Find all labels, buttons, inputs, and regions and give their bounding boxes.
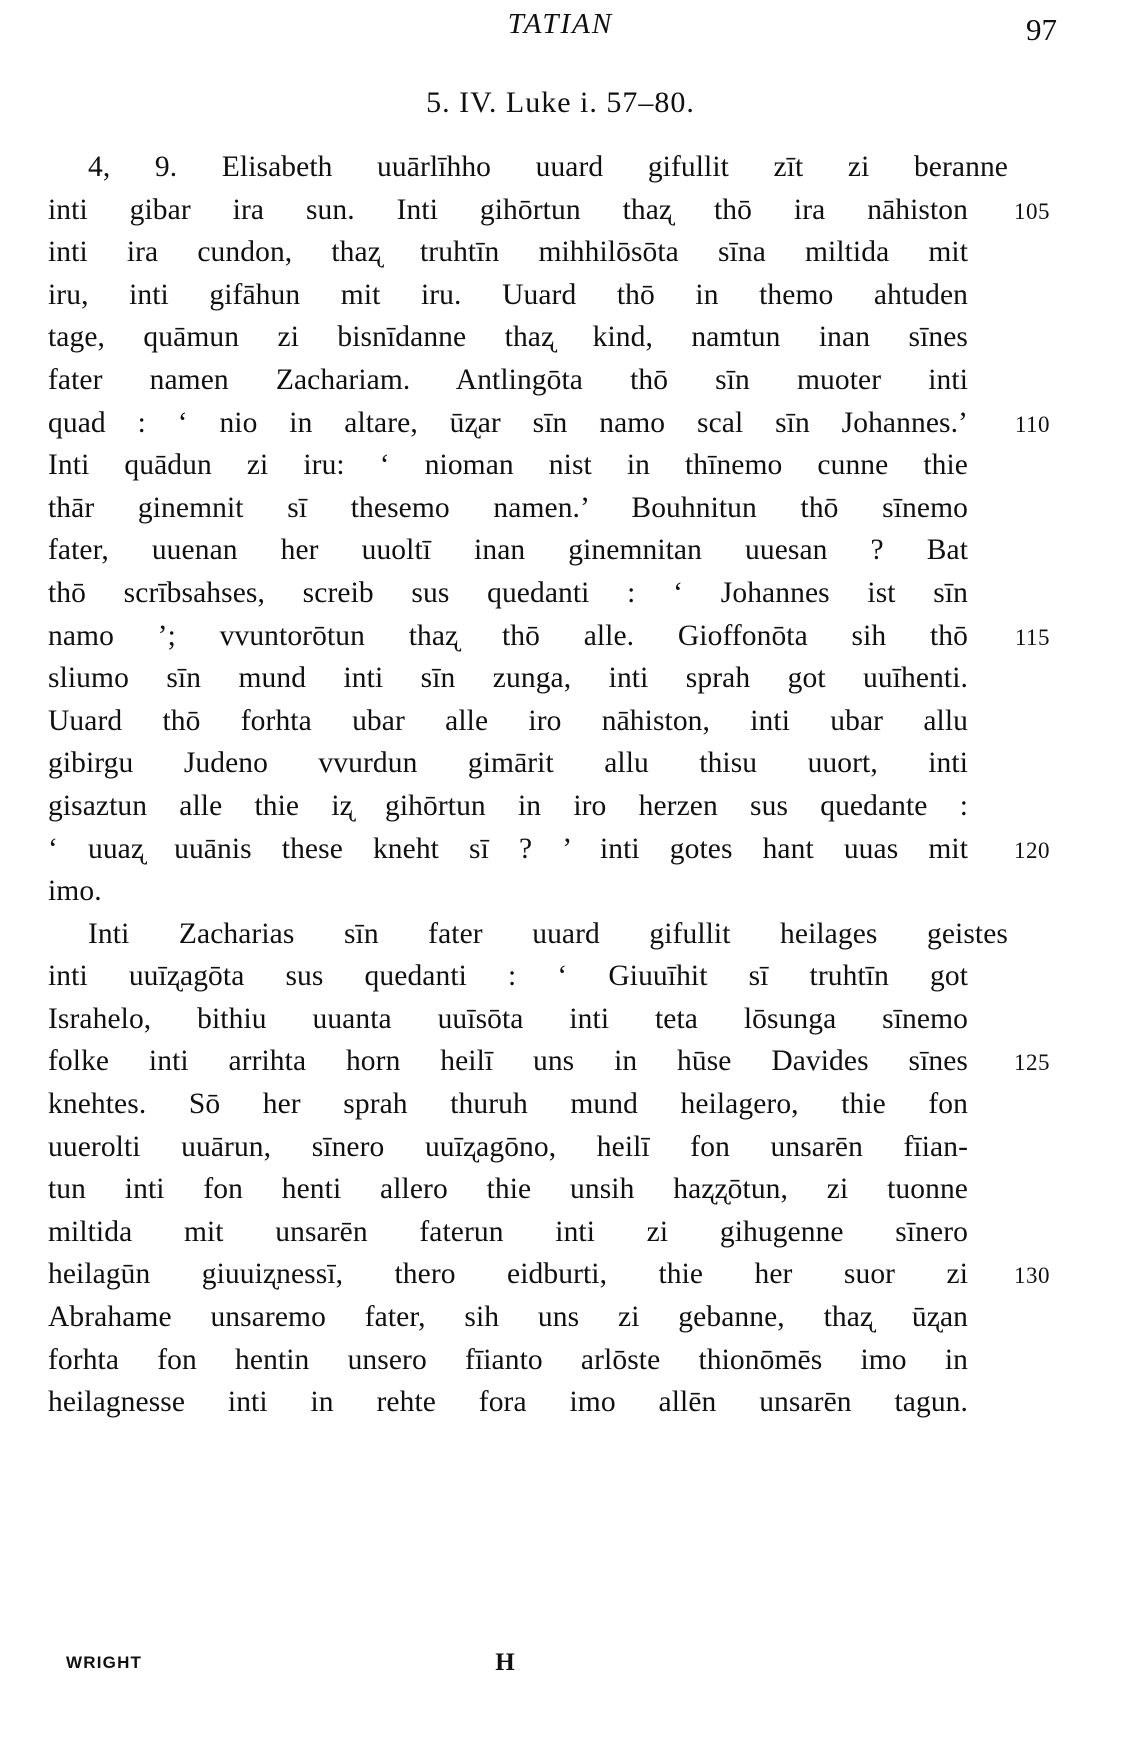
page-number: 97: [1026, 12, 1057, 47]
line-number: 120: [1014, 837, 1050, 863]
line-text: folke inti arrihta horn heilī uns in hūse Davides sīnes: [48, 1045, 968, 1078]
text-line: [48, 1211, 1048, 1254]
footer-signature-left: WRIGHT: [66, 1653, 143, 1672]
line-text: Abrahame unsaremo fater, sih uns zi gebanne, thaʐ ūʐan: [48, 1301, 968, 1334]
text-line: [48, 1083, 1048, 1126]
line-text: inti ira cundon, thaʐ truhtīn mihhilōsōta sīna miltida mit: [48, 236, 968, 269]
line-text: heilagūn giuuiʐnessī, thero eidburti, thie her suor zi: [48, 1258, 968, 1291]
line-text: sliumo sīn mund inti sīn zunga, inti sprah got uuīhenti.: [48, 662, 968, 695]
text-line: [48, 1168, 1048, 1211]
text-line: [48, 870, 1048, 913]
line-text: tage, quāmun zi bisnīdanne thaʐ kind, namtun inan sīnes: [48, 321, 968, 354]
running-head: [0, 8, 1121, 54]
text-line: [48, 1339, 1048, 1382]
text-line: [48, 444, 1048, 487]
text-line: [48, 913, 1048, 956]
line-text: gibirgu Judeno vvurdun gimārit allu thisu uuort, inti: [48, 747, 968, 780]
text-line: [48, 1296, 1048, 1339]
line-text: fater, uuenan her uuoltī inan ginemnitan uuesan ? Bat: [48, 534, 968, 567]
text-line: [48, 359, 1048, 402]
line-number: 130: [1014, 1263, 1050, 1289]
text-line: [48, 274, 1048, 317]
text-line: [48, 742, 1048, 785]
text-line: [48, 785, 1048, 828]
line-text: Inti quādun zi iru: ‘ nioman nist in thīnemo cunne thie: [48, 449, 968, 482]
text-line: [48, 1381, 1048, 1424]
line-text: tun inti fon henti allero thie unsih haʐʐōtun, zi tuonne: [48, 1173, 968, 1206]
body-text: [48, 146, 1048, 1424]
text-line: [48, 657, 1048, 700]
line-text: knehtes. Sō her sprah thuruh mund heilagero, thie fon: [48, 1088, 968, 1121]
text-line: [48, 700, 1048, 743]
line-text: quad : ‘ nio in altare, ūʐar sīn namo scal sīn Johannes.’: [48, 406, 968, 439]
line-text: Uuard thō forhta ubar alle iro nāhiston, inti ubar allu: [48, 704, 968, 737]
footer-signature-center: H: [495, 1649, 515, 1676]
line-text: uuerolti uuārun, sīnero uuīʐagōno, heilī fon unsarēn fīian-: [48, 1130, 968, 1163]
line-number: 115: [1014, 624, 1050, 650]
line-text: imo.: [48, 875, 102, 908]
text-line: [48, 955, 1048, 998]
line-text: ‘ uuaʐ uuānis these kneht sī ? ’ inti gotes hant uuas mit: [48, 832, 968, 865]
line-text: inti gibar ira sun. Inti gihōrtun thaʐ thō ira nāhiston: [48, 193, 968, 226]
text-line: [48, 402, 1048, 445]
line-text: Inti Zacharias sīn fater uuard gifullit heilages geistes: [88, 917, 1008, 950]
text-line: [48, 487, 1048, 530]
line-number: 110: [1014, 411, 1050, 437]
text-line: [48, 529, 1048, 572]
line-text: Israhelo, bithiu uuanta uuīsōta inti teta lōsunga sīnemo: [48, 1002, 968, 1035]
text-line: [48, 1253, 1048, 1296]
text-line: [48, 316, 1048, 359]
text-line: [48, 146, 1048, 189]
section-heading: 5. IV. Luke i. 57–80.: [426, 86, 695, 119]
line-text: heilagnesse inti in rehte fora imo allēn unsarēn tagun.: [48, 1386, 968, 1419]
line-text: thār ginemnit sī thesemo namen.’ Bouhnitun thō sīnemo: [48, 491, 968, 524]
text-line: [48, 615, 1048, 658]
line-text: fater namen Zachariam. Antlingōta thō sīn muoter inti: [48, 363, 968, 396]
text-line: [48, 1126, 1048, 1169]
text-line: [48, 828, 1048, 871]
line-number: 125: [1014, 1050, 1050, 1076]
line-text: thō scrībsahses, screib sus quedanti : ‘ Johannes ist sīn: [48, 576, 968, 609]
line-text: 4, 9. Elisabeth uuārlīhho uuard gifullit zīt zi beranne: [88, 151, 1008, 183]
line-text: iru, inti gifāhun mit iru. Uuard thō in themo ahtuden: [48, 278, 968, 311]
text-line: [48, 998, 1048, 1041]
line-number: 105: [1014, 198, 1050, 224]
line-text: miltida mit unsarēn faterun inti zi gihugenne sīnero: [48, 1215, 968, 1248]
line-text: inti uuīʐagōta sus quedanti : ‘ Giuuīhit sī truhtīn got: [48, 960, 968, 993]
running-head-title: TATIAN: [507, 8, 614, 40]
text-line: [48, 1040, 1048, 1083]
text-line: [48, 231, 1048, 274]
page-footer: [0, 1649, 1121, 1683]
line-text: namo ’; vvuntorōtun thaʐ thō alle. Gioffonōta sih thō: [48, 619, 968, 652]
text-line: [48, 572, 1048, 615]
line-text: gisaztun alle thie iʐ gihōrtun in iro herzen sus quedante :: [48, 789, 968, 822]
text-line: [48, 189, 1048, 232]
line-text: forhta fon hentin unsero fīianto arlōste thionōmēs imo in: [48, 1343, 968, 1376]
